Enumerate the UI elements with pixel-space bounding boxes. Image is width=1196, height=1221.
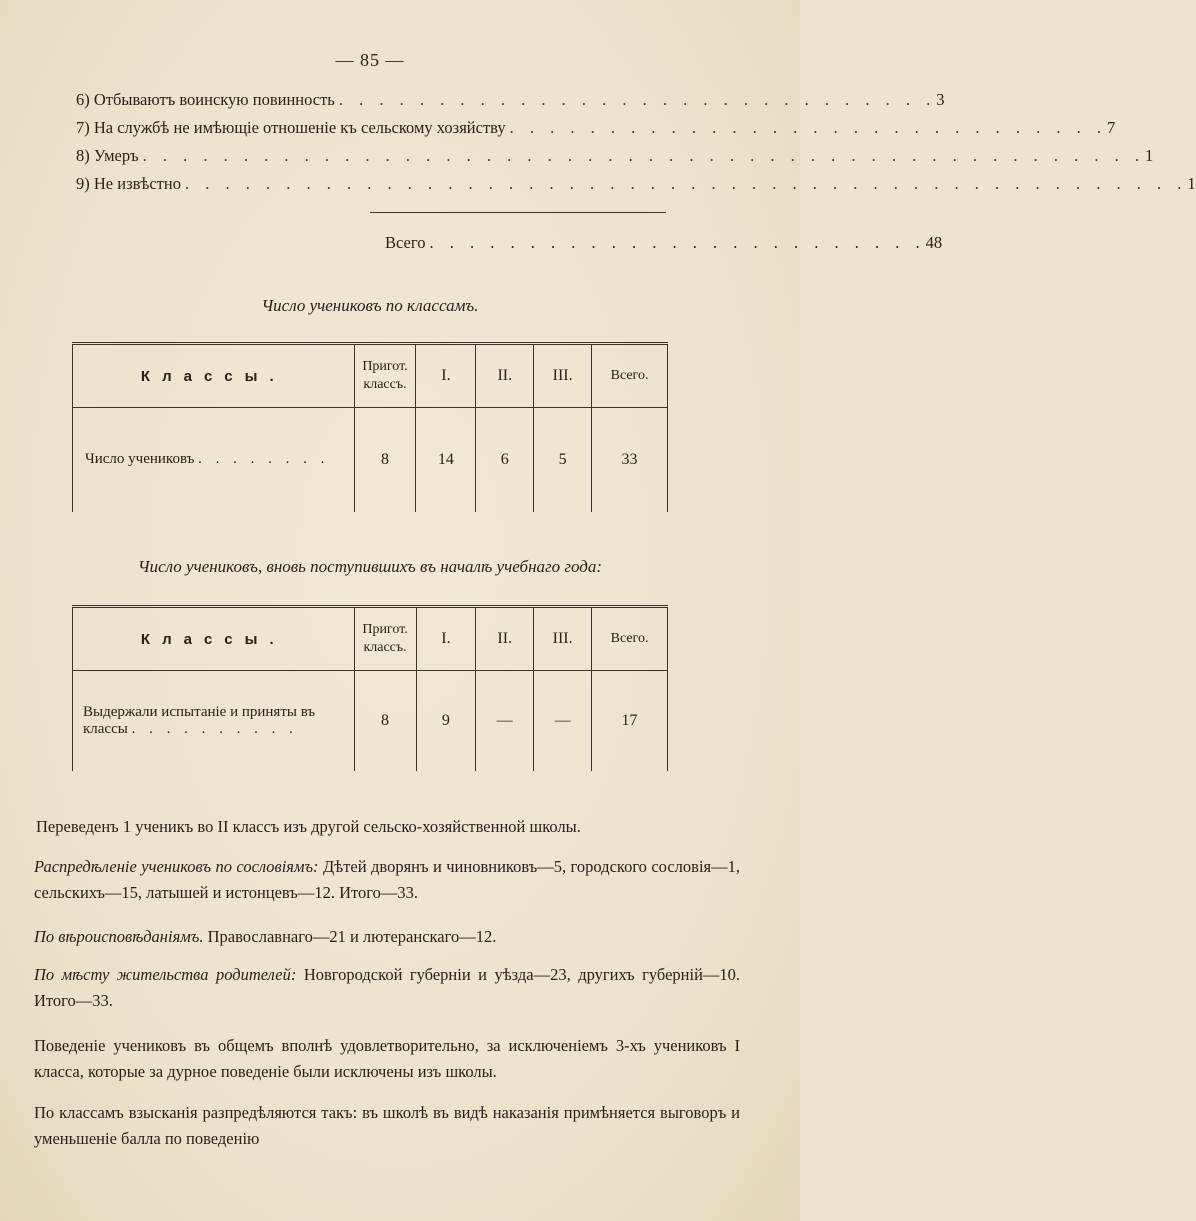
list-item-label: 8) Умеръ xyxy=(76,146,139,165)
list-item-label: 9) Не извѣстно xyxy=(76,174,181,193)
paragraph-text: Дѣтей дворянъ и чиновниковъ—5, городского сословія—1, сельскихъ—15, латышей и истонцевъ—12. Итого—33. xyxy=(34,857,740,902)
outcome-list xyxy=(76,90,1196,202)
paragraph-text: Православнаго—21 и лютеранскаго—12. xyxy=(207,927,497,946)
list-item-value: 1 xyxy=(1145,146,1154,165)
paragraph-penalties: По классамъ взысканія разпредѣляются такъ: въ школѣ въ видѣ наказанія примѣняется выговоръ и уменьшеніе балла по поведенію xyxy=(34,1103,740,1148)
list-item xyxy=(76,90,945,118)
leader-dots: . . . . . . . . . . . . . . . . . . . . . . . . . xyxy=(429,233,926,252)
list-item-value: 7 xyxy=(1107,118,1116,137)
header-class-1: I. xyxy=(416,344,476,408)
cell-class-3: 5 xyxy=(534,408,592,512)
leader-dots: . . . . . . . . . . xyxy=(131,720,298,737)
header-total: Всего. xyxy=(592,607,668,671)
new-students-table xyxy=(72,605,668,771)
table-row xyxy=(73,408,668,512)
leader-dots: . . . . . . . . . . . . . . . . . . . . . . . . . . . . . . . . . . . . . . . . . . . . . . . . . . xyxy=(184,174,1188,193)
list-item-value: 3 xyxy=(936,90,945,109)
table-header-row xyxy=(73,607,668,671)
cell-class-1: 14 xyxy=(416,408,476,512)
header-class-1: I. xyxy=(416,607,476,671)
list-item-label: 7) На службѣ не имѣющіе отношеніе къ сельскому хозяйству xyxy=(76,118,506,137)
paragraph-text: Новгородской губерніи и уѣзда—23, другихъ губерній—10. Итого—33. xyxy=(34,965,741,1010)
leader-dots: . . . . . . . . . . . . . . . . . . . . . . . . . . . . . . xyxy=(338,90,937,109)
paragraph-behavior: Поведеніе учениковъ въ общемъ вполнѣ удовлетворительно, за исключеніемъ 3-хъ учениковъ I класса, которые за дурное поведеніе были исключены изъ школы. xyxy=(34,1036,740,1081)
table2-caption: Число учениковъ, вновь поступившихъ въ началѣ учебнаго года: xyxy=(137,557,603,576)
leader-dots: . . . . . . . . xyxy=(198,451,330,468)
header-prep: Пригот. классъ. xyxy=(354,344,416,408)
cell-class-3: — xyxy=(534,671,592,771)
list-item-label: 6) Отбываютъ воинскую повинность xyxy=(76,90,335,109)
paragraph-transfer: Переведенъ 1 ученикъ во II классъ изъ другой сельско-хозяйственной школы. xyxy=(36,817,581,836)
cell-class-2: 6 xyxy=(476,408,534,512)
total-label: Всего xyxy=(385,233,426,252)
header-class-2: II. xyxy=(476,344,534,408)
sum-rule xyxy=(370,212,666,213)
table1-caption: Число учениковъ по классамъ. xyxy=(261,296,479,315)
paragraph-lead: По вѣроисповѣданіямъ. xyxy=(34,927,204,946)
header-class-3: III. xyxy=(534,607,592,671)
row-label-cell xyxy=(73,671,355,771)
leader-dots: . . . . . . . . . . . . . . . . . . . . . . . . . . . . . . xyxy=(509,118,1108,137)
paragraph-residence xyxy=(34,962,740,1014)
cell-class-2: — xyxy=(476,671,534,771)
list-item-value: 1 xyxy=(1187,174,1196,193)
cell-class-1: 9 xyxy=(416,671,476,771)
paragraph-estates xyxy=(34,854,740,906)
leader-dots: . . . . . . . . . . . . . . . . . . . . . . . . . . . . . . . . . . . . . . . . . . . . . . . . . . xyxy=(142,146,1146,165)
list-item xyxy=(76,118,1116,146)
cell-prep: 8 xyxy=(354,408,416,512)
page-number: — 85 — xyxy=(335,50,405,70)
table-header-row xyxy=(73,344,668,408)
table-row xyxy=(73,671,668,771)
cell-total: 17 xyxy=(592,671,668,771)
row-label: Выдержали испытаніе и приняты въ классы xyxy=(83,703,316,737)
cell-total: 33 xyxy=(592,408,668,512)
paragraph-lead: Распредѣленіе учениковъ по сословіямъ: xyxy=(34,857,319,876)
header-prep: Пригот. классъ. xyxy=(354,607,416,671)
paragraph-religion xyxy=(34,924,740,950)
paragraph-lead: По мѣсту жительства родителей: xyxy=(34,965,297,984)
header-total: Всего. xyxy=(592,344,668,408)
students-by-class-table xyxy=(72,342,668,512)
header-class-3: III. xyxy=(534,344,592,408)
list-item xyxy=(76,174,1196,202)
header-class-2: II. xyxy=(476,607,534,671)
total-value: 48 xyxy=(925,233,943,252)
row-label-cell xyxy=(73,408,355,512)
list-item xyxy=(76,146,1154,174)
header-classes: Классы. xyxy=(73,344,355,408)
header-classes: Классы. xyxy=(73,607,355,671)
cell-prep: 8 xyxy=(354,671,416,771)
row-label: Число учениковъ xyxy=(85,451,195,468)
total-line xyxy=(385,233,943,253)
